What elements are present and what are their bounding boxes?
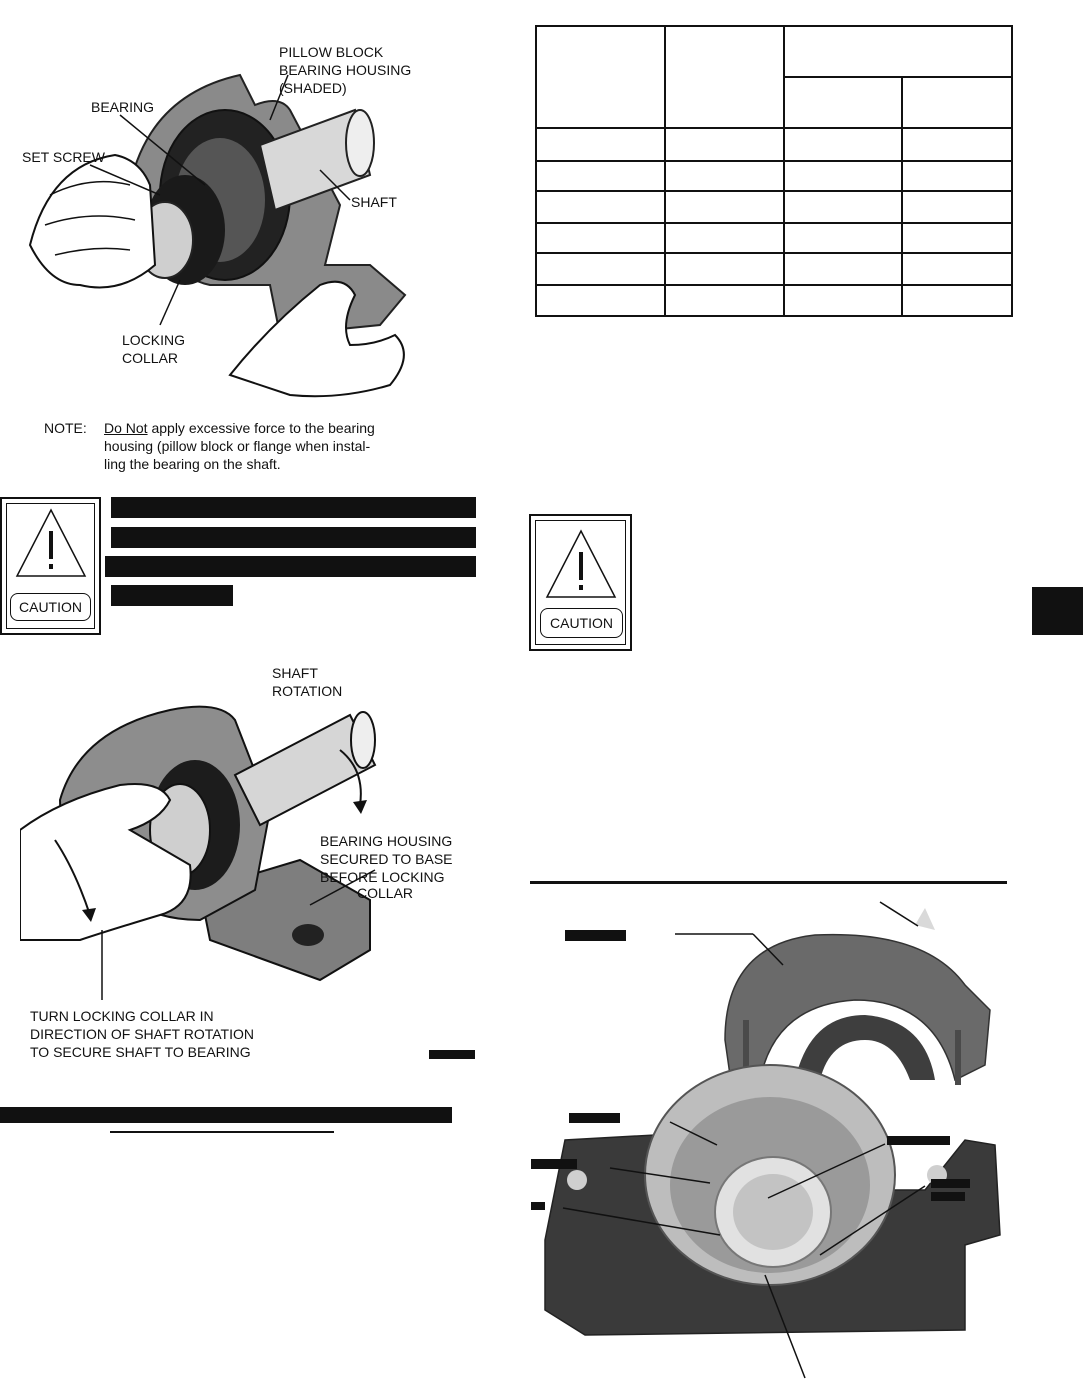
redacted-caution-line-4 — [111, 585, 233, 606]
table-header-cell — [536, 26, 665, 128]
bearing-install-illustration — [20, 35, 440, 405]
redacted-callout-base — [569, 1113, 620, 1123]
caution-box-right — [529, 514, 632, 651]
split-housing-photo — [525, 890, 1025, 1381]
label-housing-secured-1: BEARING HOUSING — [320, 833, 453, 849]
redacted-caution-line-3 — [105, 556, 476, 577]
table-cell — [784, 253, 902, 285]
label-turn-collar-3: TO SECURE SHAFT TO BEARING — [30, 1044, 251, 1060]
table-header-cell — [902, 77, 1012, 128]
label-housing-secured-4: COLLAR — [357, 885, 414, 901]
note-text-1: apply excessive force to the bearing — [147, 420, 375, 436]
table-cell — [784, 285, 902, 316]
redacted-callout-sleeve — [531, 1202, 545, 1210]
label-housing-secured-3: BEFORE LOCKING — [320, 869, 445, 885]
table-cell — [665, 161, 784, 191]
table-cell — [665, 128, 784, 161]
table-row — [536, 191, 1012, 223]
redacted-callout-cap — [565, 930, 626, 941]
redacted-caution-line-2 — [111, 527, 476, 548]
table-header-cell — [665, 26, 784, 128]
label-bearing: BEARING — [91, 99, 155, 115]
table-cell — [536, 285, 665, 316]
warning-triangle-icon — [544, 528, 618, 600]
caution-box-left — [0, 497, 101, 635]
redacted-callout-seal-2 — [931, 1192, 965, 1201]
redacted-callout-roller — [531, 1159, 577, 1169]
label-shaft-rotation-1: SHAFT — [272, 665, 318, 681]
note-label: NOTE: — [44, 420, 87, 436]
note-emphasis: Do Not — [104, 420, 148, 436]
table-cell — [784, 128, 902, 161]
section-tab-marker — [1032, 587, 1083, 635]
redacted-section-heading — [0, 1107, 452, 1123]
label-housing-1: PILLOW BLOCK — [279, 44, 384, 60]
table-row — [536, 161, 1012, 191]
table-cell — [536, 223, 665, 253]
table-cell — [536, 191, 665, 223]
table-cell — [536, 128, 665, 161]
table-cell — [665, 253, 784, 285]
warning-triangle-icon — [14, 507, 88, 579]
table-cell — [784, 191, 902, 223]
table-header-row-1 — [536, 26, 1012, 77]
label-housing-2: BEARING HOUSING — [279, 62, 412, 78]
table-cell — [902, 191, 1012, 223]
table-row — [536, 223, 1012, 253]
note-line-3: ling the bearing on the shaft. — [104, 456, 281, 472]
table-header-cell — [784, 26, 1012, 77]
label-set-screw: SET SCREW — [22, 149, 105, 165]
redacted-figure-number — [429, 1050, 475, 1059]
table-cell — [665, 191, 784, 223]
table-row — [536, 285, 1012, 316]
label-locking-2: COLLAR — [122, 350, 179, 366]
table-cell — [902, 253, 1012, 285]
spec-table — [535, 25, 1013, 317]
label-locking-1: LOCKING — [122, 332, 186, 348]
table-cell — [902, 223, 1012, 253]
table-cell — [902, 128, 1012, 161]
table-row — [536, 253, 1012, 285]
note-line-2: housing (pillow block or flange when instal- — [104, 438, 371, 454]
label-housing-3: (SHADED) — [279, 80, 347, 96]
table-cell — [536, 161, 665, 191]
table-header-cell — [784, 77, 902, 128]
table-cell — [784, 161, 902, 191]
figure-top-rule — [530, 881, 1007, 884]
table-cell — [784, 223, 902, 253]
table-cell — [536, 253, 665, 285]
note-line-1 — [104, 419, 375, 437]
label-shaft: SHAFT — [351, 194, 397, 210]
redacted-callout-bearing — [887, 1136, 950, 1145]
redacted-callout-seal-1 — [931, 1179, 970, 1188]
label-shaft-rotation-2: ROTATION — [272, 683, 343, 699]
redacted-caution-line-1 — [111, 497, 476, 518]
table-row — [536, 128, 1012, 161]
heading-underline — [110, 1131, 334, 1133]
label-turn-collar-2: DIRECTION OF SHAFT ROTATION — [30, 1026, 254, 1042]
caution-label-left: CAUTION — [10, 593, 91, 621]
table-cell — [902, 161, 1012, 191]
table-cell — [665, 285, 784, 316]
label-turn-collar-1: TURN LOCKING COLLAR IN — [30, 1008, 214, 1024]
caution-label-right: CAUTION — [540, 608, 623, 638]
table-cell — [902, 285, 1012, 316]
label-housing-secured-2: SECURED TO BASE — [320, 851, 453, 867]
table-cell — [665, 223, 784, 253]
